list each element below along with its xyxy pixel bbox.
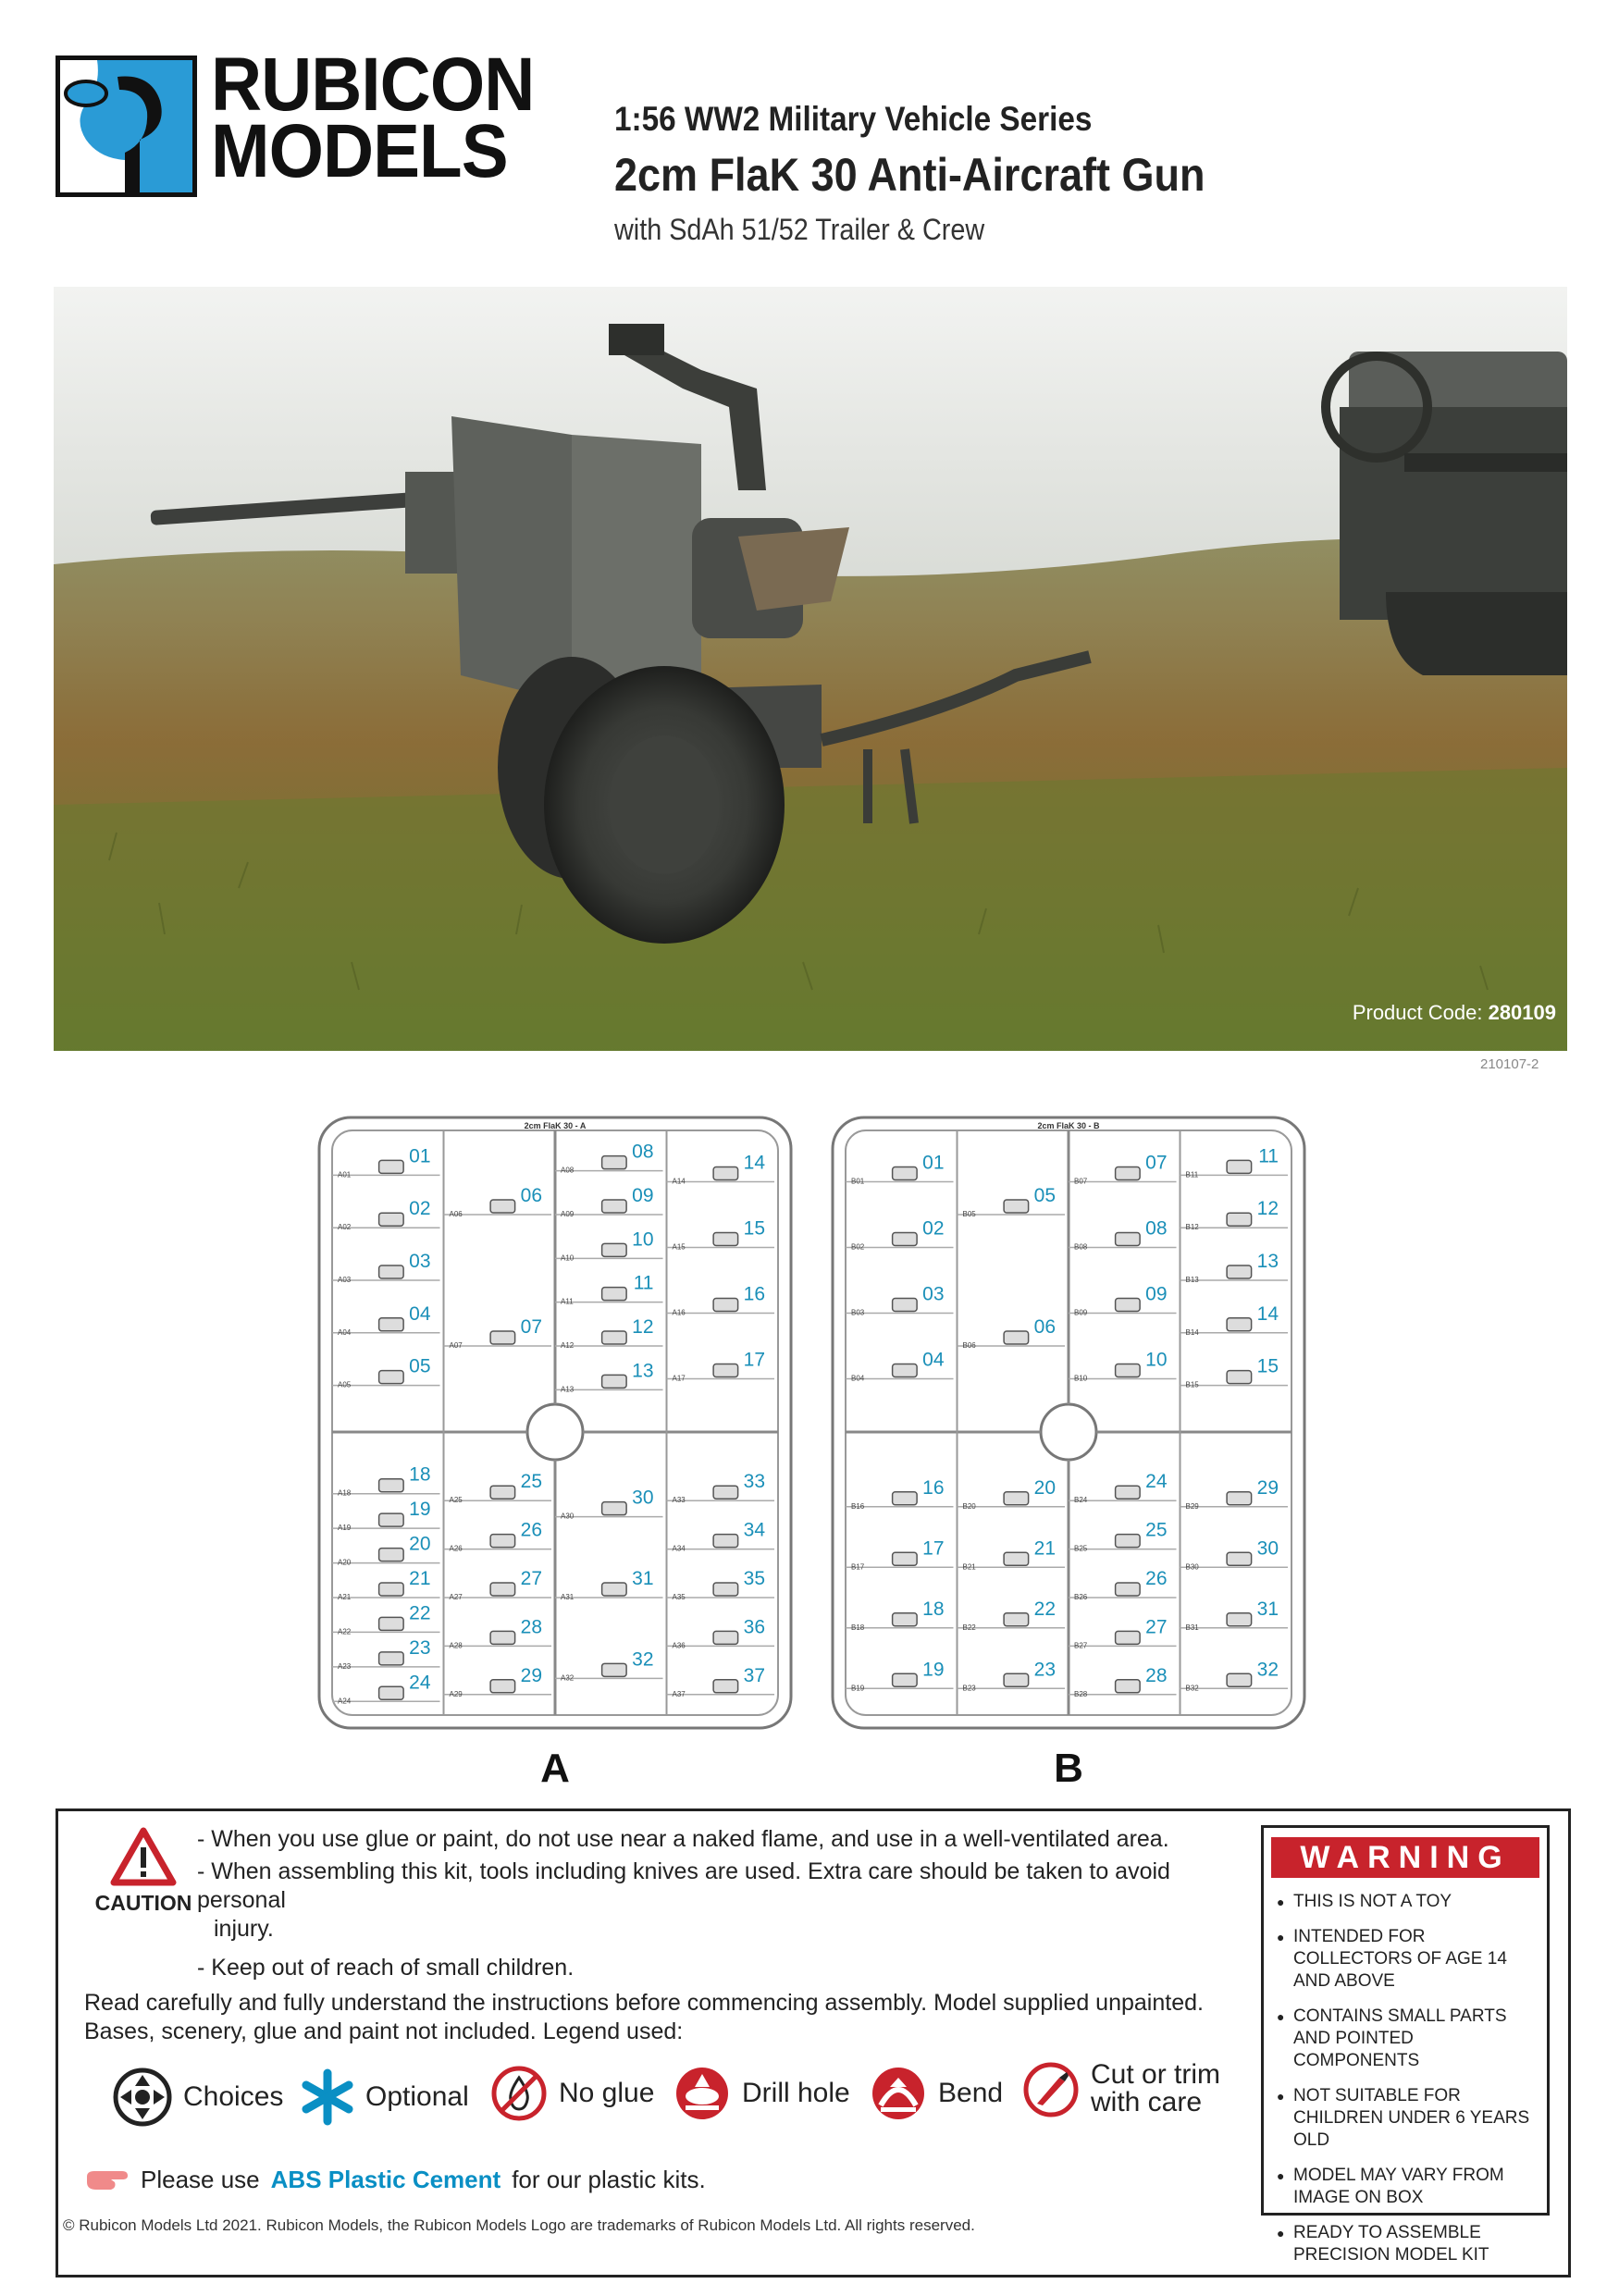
part-code: B03	[851, 1308, 865, 1317]
part-shape	[1116, 1299, 1141, 1312]
part-code: B23	[962, 1684, 976, 1693]
part-number: 33	[743, 1471, 765, 1493]
pointing-hand-icon	[85, 2167, 130, 2193]
part-code: A21	[338, 1593, 352, 1601]
part-number: 10	[632, 1228, 654, 1251]
part-shape	[893, 1299, 918, 1312]
part-number: 32	[632, 1648, 654, 1671]
part-number: 13	[1256, 1251, 1279, 1272]
part-number: 14	[743, 1152, 765, 1174]
part-shape	[893, 1492, 918, 1505]
legend-choices-label: Choices	[183, 2081, 284, 2112]
part-shape	[602, 1375, 627, 1388]
part-number: 24	[409, 1672, 431, 1694]
copyright: © Rubicon Models Ltd 2021. Rubicon Models, the Rubicon Models Logo are trademarks of Rubicon Models Ltd. All rights reserved.	[63, 2216, 975, 2234]
caution-block	[93, 1827, 194, 1916]
part-code: A13	[561, 1385, 575, 1394]
product-code-value: 280109	[1488, 1001, 1556, 1024]
part-number: 17	[743, 1349, 765, 1371]
part-shape	[893, 1673, 918, 1686]
part-code: B18	[851, 1623, 865, 1632]
part-code: A26	[449, 1544, 463, 1553]
part-shape	[1227, 1673, 1252, 1686]
sprue-gate-ring	[527, 1404, 583, 1460]
part-code: B30	[1185, 1562, 1199, 1572]
part-number: 24	[1145, 1471, 1168, 1493]
part-number: 15	[1256, 1355, 1279, 1377]
choices-icon	[113, 2068, 172, 2127]
part-shape	[1116, 1486, 1141, 1499]
part-number: 08	[1145, 1217, 1168, 1240]
part-number: 13	[632, 1360, 654, 1382]
part-code: A10	[561, 1253, 575, 1263]
part-code: B26	[1074, 1593, 1088, 1601]
part-shape	[379, 1160, 404, 1173]
part-shape	[379, 1617, 404, 1630]
caution-bullet: - Keep out of reach of small children.	[197, 1955, 575, 1981]
asterisk-icon	[301, 2068, 354, 2127]
legend-bend	[870, 2065, 1003, 2122]
part-shape	[379, 1652, 404, 1665]
legend-bend-label: Bend	[938, 2078, 1004, 2108]
sprue-diagrams	[0, 1101, 1619, 1785]
legend-optional	[301, 2068, 469, 2127]
warning-item: ● NOT SUITABLE FOR CHILDREN UNDER 6 YEARS OLD	[1277, 2085, 1543, 2152]
instructions-line: Read carefully and fully understand the instructions before commencing assembly. Model supplied unpainted.	[84, 1990, 1204, 2016]
part-shape	[1116, 1583, 1141, 1596]
part-code: A15	[672, 1242, 686, 1252]
part-number: 27	[1145, 1616, 1168, 1638]
part-number: 19	[409, 1499, 431, 1521]
brand-name	[211, 43, 535, 193]
hero-photo	[54, 287, 1567, 1051]
part-code: A08	[561, 1166, 575, 1175]
caution-triangle-icon	[110, 1827, 177, 1886]
part-shape	[602, 1663, 627, 1676]
logo-mark	[56, 56, 197, 197]
part-code: B21	[962, 1562, 976, 1572]
part-code: A07	[449, 1341, 463, 1350]
part-number: 36	[743, 1616, 765, 1638]
part-shape	[602, 1502, 627, 1515]
part-shape	[893, 1364, 918, 1377]
sprue-title: 2cm FlaK 30 - B	[1037, 1121, 1100, 1130]
warning-item: ● THIS IS NOT A TOY	[1277, 1891, 1543, 1913]
part-shape	[1116, 1631, 1141, 1644]
part-number: 07	[1145, 1152, 1168, 1174]
part-number: 03	[409, 1251, 431, 1272]
part-number: 23	[1033, 1659, 1056, 1681]
legend-drill-hole-label: Drill hole	[742, 2078, 850, 2108]
part-number: 34	[743, 1519, 765, 1541]
part-shape	[379, 1549, 404, 1562]
part-shape	[713, 1583, 738, 1596]
part-number: 25	[520, 1471, 542, 1493]
part-number: 12	[632, 1316, 654, 1338]
part-number: 02	[922, 1217, 945, 1240]
part-number: 02	[409, 1198, 431, 1220]
part-number: 20	[409, 1533, 431, 1555]
cement-prefix: Please use	[141, 2166, 260, 2193]
product-code	[1353, 1001, 1556, 1024]
part-number: 35	[743, 1568, 765, 1589]
part-shape	[1004, 1492, 1029, 1505]
part-shape	[379, 1479, 404, 1492]
part-shape	[1227, 1318, 1252, 1331]
caution-bullet: - When assembling this kit, tools including knives are used. Extra care should be taken to avoid personal	[197, 1858, 1170, 1913]
part-code: B17	[851, 1562, 865, 1572]
part-number: 16	[922, 1476, 945, 1499]
part-number: 26	[1145, 1568, 1168, 1589]
legend-optional-label: Optional	[365, 2081, 469, 2112]
part-shape	[1227, 1160, 1252, 1173]
part-code: A03	[338, 1276, 352, 1284]
part-code: A18	[338, 1488, 352, 1498]
part-number: 16	[743, 1283, 765, 1305]
part-number: 30	[632, 1487, 654, 1509]
part-shape	[1227, 1265, 1252, 1278]
part-code: A35	[672, 1593, 686, 1601]
caution-label: CAUTION	[94, 1891, 192, 1915]
part-number: 22	[409, 1602, 431, 1624]
part-shape	[490, 1200, 515, 1213]
legend-cut	[1022, 2061, 1220, 2118]
part-number: 10	[1145, 1349, 1168, 1371]
part-shape	[713, 1486, 738, 1499]
bend-icon	[870, 2065, 927, 2122]
part-code: B04	[851, 1374, 865, 1383]
part-code: B12	[1185, 1223, 1199, 1232]
part-code: A31	[561, 1593, 575, 1601]
part-shape	[713, 1299, 738, 1312]
part-code: B25	[1074, 1544, 1088, 1553]
part-code: B19	[851, 1684, 865, 1693]
part-number: 29	[520, 1664, 542, 1686]
part-number: 17	[922, 1537, 945, 1560]
part-number: 31	[1256, 1598, 1279, 1620]
part-code: B13	[1185, 1276, 1199, 1284]
sprue-letter: B	[1054, 1746, 1083, 1785]
part-shape	[1004, 1331, 1029, 1344]
part-code: B11	[1185, 1170, 1199, 1179]
rubicon-logo-icon	[60, 60, 192, 192]
part-shape	[1004, 1613, 1029, 1626]
part-number: 37	[743, 1664, 765, 1686]
part-code: A20	[338, 1558, 352, 1567]
part-number: 14	[1256, 1302, 1279, 1325]
part-code: A37	[672, 1689, 686, 1698]
warning-panel	[1261, 1825, 1550, 2265]
part-shape	[490, 1331, 515, 1344]
part-code: A30	[561, 1512, 575, 1521]
part-number: 18	[409, 1463, 431, 1486]
cement-suffix: for our plastic kits.	[512, 2166, 706, 2193]
part-shape	[713, 1680, 738, 1693]
part-number: 11	[1258, 1145, 1279, 1167]
part-shape	[602, 1331, 627, 1344]
part-code: B08	[1074, 1242, 1088, 1252]
part-number: 22	[1033, 1598, 1056, 1620]
part-number: 18	[922, 1598, 945, 1620]
sprue-gate-ring	[1041, 1404, 1096, 1460]
part-number: 23	[409, 1636, 431, 1659]
caution-bullets	[197, 1825, 1242, 1982]
legend-no-glue-label: No glue	[559, 2078, 655, 2108]
instructions-line: Bases, scenery, glue and paint not included. Legend used:	[84, 2018, 684, 2044]
part-shape	[602, 1156, 627, 1169]
part-code: A36	[672, 1641, 686, 1650]
part-code: B09	[1074, 1308, 1088, 1317]
part-shape	[1004, 1673, 1029, 1686]
legend-cut-label-1: Cut or trim	[1091, 2059, 1221, 2090]
product-code-label: Product Code:	[1352, 1001, 1483, 1024]
part-shape	[1004, 1200, 1029, 1213]
part-shape	[490, 1680, 515, 1693]
part-code: A01	[338, 1170, 352, 1179]
part-number: 20	[1033, 1476, 1056, 1499]
part-number: 21	[409, 1568, 431, 1589]
part-number: 05	[409, 1355, 431, 1377]
part-code: B07	[1074, 1177, 1088, 1186]
part-code: A06	[449, 1210, 463, 1218]
part-number: 01	[409, 1145, 431, 1167]
part-code: A17	[672, 1374, 686, 1383]
cement-product: ABS Plastic Cement	[270, 2166, 501, 2193]
part-code: B20	[962, 1501, 976, 1511]
part-shape	[1227, 1213, 1252, 1226]
part-code: A04	[338, 1327, 352, 1337]
legend-cut-label-2: with care	[1091, 2087, 1203, 2117]
part-shape	[713, 1233, 738, 1246]
part-code: A16	[672, 1308, 686, 1317]
part-code: A09	[561, 1210, 575, 1218]
part-number: 08	[632, 1141, 654, 1163]
brand-line-1: RUBICON	[211, 43, 535, 127]
part-number: 11	[633, 1272, 654, 1294]
sprue-title: 2cm FlaK 30 - A	[524, 1121, 587, 1130]
part-number: 28	[520, 1616, 542, 1638]
part-number: 06	[1033, 1316, 1056, 1338]
part-number: 07	[520, 1316, 542, 1338]
part-number: 32	[1256, 1659, 1279, 1681]
part-code: B01	[851, 1177, 865, 1186]
part-shape	[490, 1583, 515, 1596]
part-code: B22	[962, 1623, 976, 1632]
part-shape	[490, 1486, 515, 1499]
part-code: A33	[672, 1496, 686, 1505]
part-code: A19	[338, 1524, 352, 1533]
cut-knife-icon	[1022, 2061, 1080, 2118]
flak-gun-illustration	[54, 287, 1567, 1051]
part-code: B32	[1185, 1684, 1199, 1693]
part-code: A14	[672, 1177, 686, 1186]
part-number: 29	[1256, 1476, 1279, 1499]
part-shape	[602, 1200, 627, 1213]
part-shape	[1116, 1167, 1141, 1180]
part-code: B15	[1185, 1380, 1199, 1389]
part-code: B14	[1185, 1327, 1199, 1337]
part-number: 26	[520, 1519, 542, 1541]
warning-item: ● CONTAINS SMALL PARTS AND POINTED COMPONENTS	[1277, 2006, 1543, 2072]
part-number: 12	[1256, 1198, 1279, 1220]
warning-item: ● MODEL MAY VARY FROM IMAGE ON BOX	[1277, 2165, 1543, 2209]
part-number: 09	[1145, 1283, 1168, 1305]
part-shape	[893, 1233, 918, 1246]
part-number: 30	[1256, 1537, 1279, 1560]
part-code: A34	[672, 1544, 686, 1553]
part-code: A11	[561, 1297, 574, 1306]
part-shape	[713, 1364, 738, 1377]
no-glue-icon	[490, 2065, 548, 2122]
part-shape	[379, 1513, 404, 1526]
part-code: A02	[338, 1223, 352, 1232]
legend-choices	[113, 2068, 283, 2127]
part-code: B27	[1074, 1641, 1088, 1650]
part-code: B02	[851, 1242, 865, 1252]
brand-line-2: MODELS	[211, 109, 508, 193]
part-code: A29	[449, 1689, 463, 1698]
product-subtitle: with SdAh 51/52 Trailer & Crew	[614, 213, 985, 246]
product-title: 2cm FlaK 30 Anti-Aircraft Gun	[614, 149, 1205, 201]
part-number: 21	[1033, 1537, 1056, 1560]
warning-list	[1277, 1891, 1543, 2279]
drill-hole-icon	[674, 2065, 731, 2122]
part-number: 06	[520, 1185, 542, 1206]
part-code: B28	[1074, 1689, 1088, 1698]
part-shape	[1227, 1492, 1252, 1505]
part-number: 05	[1033, 1185, 1056, 1206]
part-shape	[379, 1213, 404, 1226]
part-shape	[379, 1371, 404, 1384]
part-number: 27	[520, 1568, 542, 1589]
part-number: 31	[632, 1568, 654, 1589]
part-code: A05	[338, 1380, 352, 1389]
caution-bullet: injury.	[214, 1916, 274, 1942]
part-code: B24	[1074, 1496, 1088, 1505]
part-shape	[602, 1583, 627, 1596]
part-code: A27	[449, 1593, 463, 1601]
part-code: B16	[851, 1501, 865, 1511]
part-code: B31	[1185, 1623, 1199, 1632]
part-shape	[602, 1288, 627, 1301]
instructions-text	[84, 1989, 1241, 2046]
part-shape	[1116, 1680, 1141, 1693]
part-shape	[1227, 1371, 1252, 1384]
legend-drill-hole	[674, 2065, 850, 2122]
warning-title: WARNING	[1271, 1837, 1539, 1878]
part-code: A24	[338, 1697, 352, 1706]
part-code: B06	[962, 1341, 976, 1350]
part-shape	[1227, 1613, 1252, 1626]
part-shape	[893, 1167, 918, 1180]
part-shape	[713, 1167, 738, 1180]
part-code: A28	[449, 1641, 463, 1650]
part-number: 04	[922, 1349, 945, 1371]
part-shape	[602, 1243, 627, 1256]
cement-note	[85, 2166, 706, 2194]
part-shape	[1004, 1552, 1029, 1565]
part-code: A12	[561, 1341, 575, 1350]
part-code: A25	[449, 1496, 463, 1505]
warning-item: ● INTENDED FOR COLLECTORS OF AGE 14 AND ABOVE	[1277, 1926, 1543, 1993]
caution-bullet: - When you use glue or paint, do not use near a naked flame, and use in a well-ventilated area.	[197, 1826, 1169, 1852]
part-number: 25	[1145, 1519, 1168, 1541]
part-shape	[893, 1552, 918, 1565]
part-shape	[379, 1686, 404, 1699]
part-shape	[713, 1535, 738, 1548]
part-shape	[1227, 1552, 1252, 1565]
warning-item: ● READY TO ASSEMBLE PRECISION MODEL KIT	[1277, 2222, 1543, 2266]
document-number: 210107-2	[1480, 1056, 1539, 1072]
sprue-letter: A	[540, 1746, 570, 1785]
part-shape	[379, 1318, 404, 1331]
part-shape	[1116, 1364, 1141, 1377]
part-code: B05	[962, 1210, 976, 1218]
part-shape	[379, 1265, 404, 1278]
part-shape	[379, 1583, 404, 1596]
part-shape	[1116, 1535, 1141, 1548]
part-shape	[893, 1613, 918, 1626]
part-shape	[490, 1535, 515, 1548]
part-code: A22	[338, 1627, 352, 1636]
part-shape	[713, 1631, 738, 1644]
part-number: 03	[922, 1283, 945, 1305]
part-number: 19	[922, 1659, 945, 1681]
part-number: 04	[409, 1302, 431, 1325]
part-shape	[490, 1631, 515, 1644]
part-number: 15	[743, 1217, 765, 1240]
part-number: 28	[1145, 1664, 1168, 1686]
part-code: B29	[1185, 1501, 1199, 1511]
part-number: 09	[632, 1185, 654, 1206]
part-code: A23	[338, 1661, 352, 1671]
part-code: B10	[1074, 1374, 1088, 1383]
part-number: 01	[922, 1152, 945, 1174]
series-title: 1:56 WW2 Military Vehicle Series	[614, 100, 1093, 138]
legend-no-glue	[490, 2065, 654, 2122]
part-shape	[1116, 1233, 1141, 1246]
part-code: A32	[561, 1673, 575, 1683]
